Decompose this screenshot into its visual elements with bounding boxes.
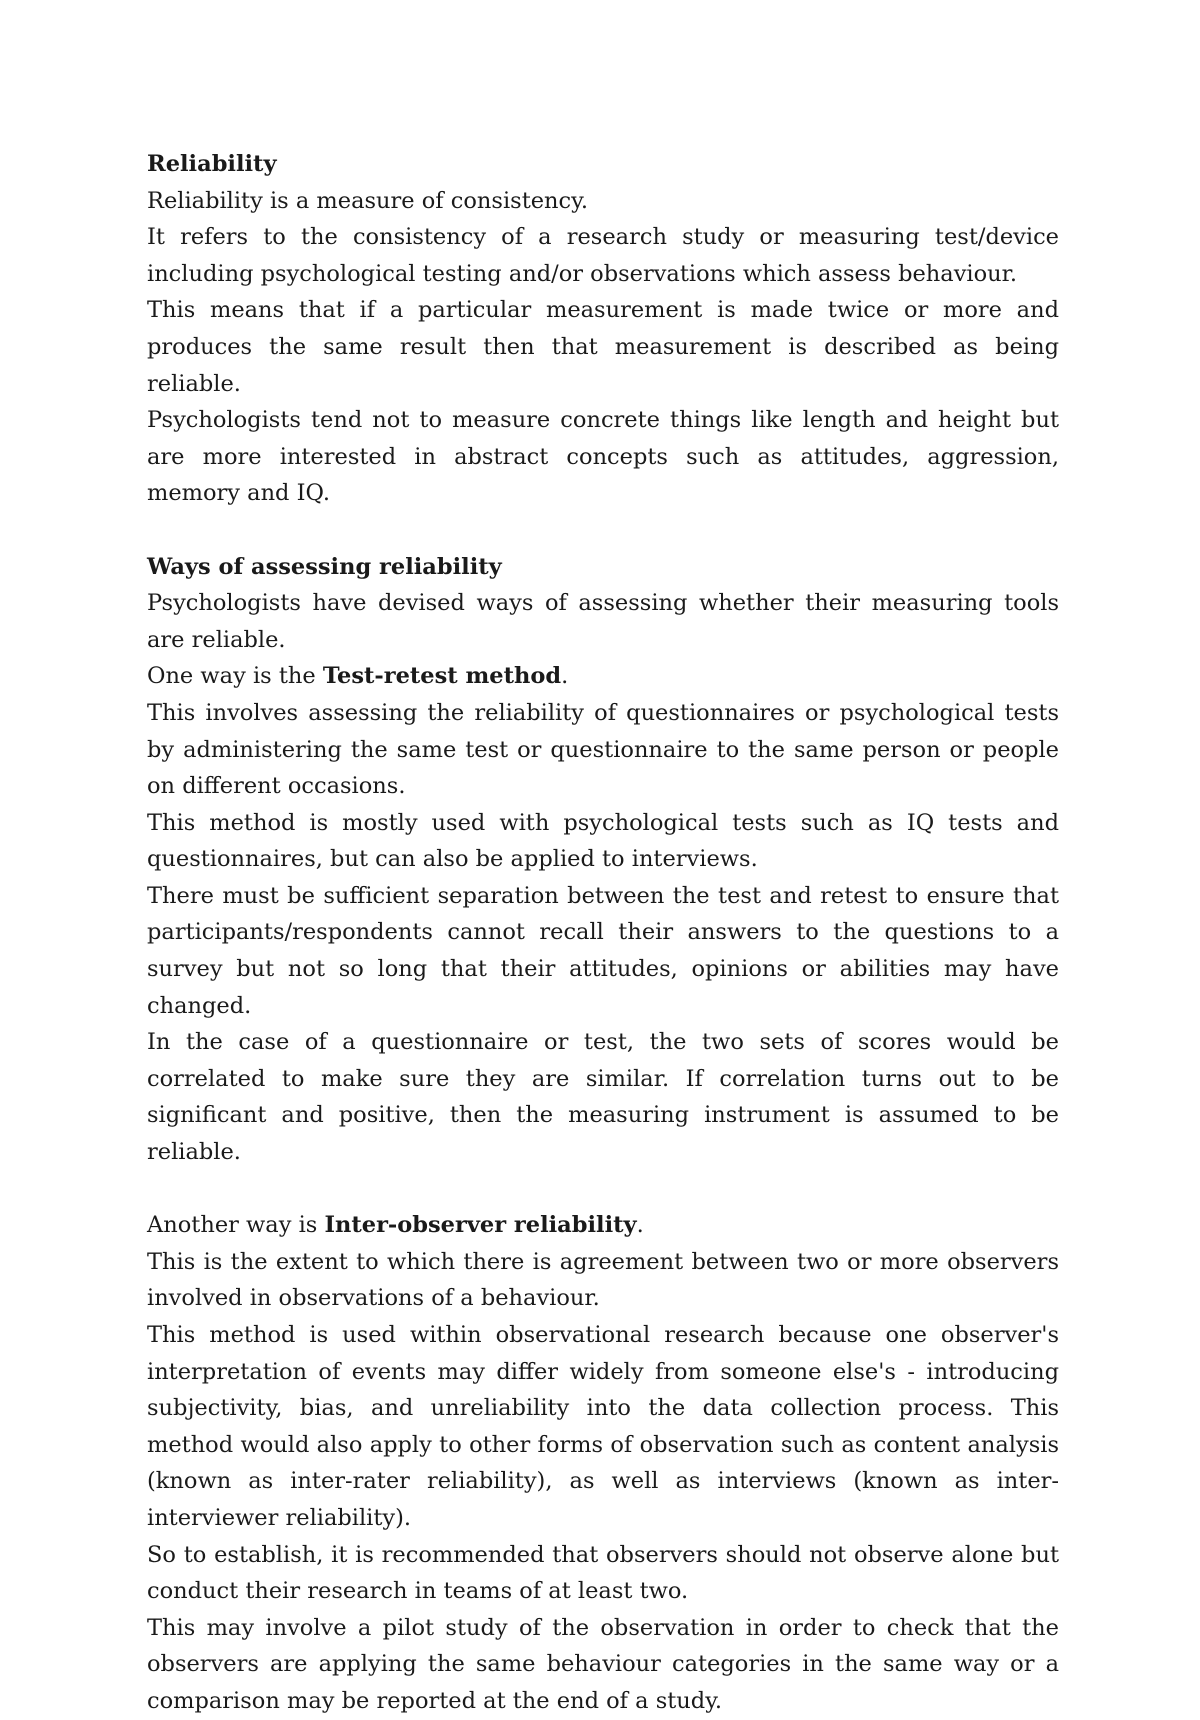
method-intro-inter-observer xyxy=(147,1207,1059,1244)
method-intro-prefix: One way is the xyxy=(147,663,323,690)
section-heading-ways-of-assessing: Ways of assessing reliability xyxy=(147,553,502,580)
section-heading-reliability: Reliability xyxy=(147,151,277,177)
paragraph: This involves assessing the reliability of questionnaires or psychological tests by administering the same test or questionnaire to the same person or people on different occasions. xyxy=(147,699,1059,800)
method-name-inter-observer: Inter-observer reliability xyxy=(324,1212,637,1239)
method-intro-suffix: . xyxy=(561,663,569,690)
paragraph: There must be sufficient separation between the test and retest to ensure that participants/respondents cannot recall their answers to the questions to a survey but not so long that their attitudes, opinions or abilities may have changed. xyxy=(147,882,1059,1019)
paragraph: This is the extent to which there is agreement between two or more observers involved in observations of a behaviour. xyxy=(147,1248,1059,1312)
method-intro-prefix: Another way is xyxy=(147,1212,325,1239)
paragraph: This means that if a particular measurement is made twice or more and produces the same result then that measurement is described as being reliable. xyxy=(147,297,1059,397)
paragraph: In the case of a questionnaire or test, the two sets of scores would be correlated to make sure they are similar. If correlation turns out to be significant and positive, then the measuring instrument is assumed to be reliable. xyxy=(147,1029,1059,1166)
blank-line xyxy=(147,512,1059,549)
blank-line xyxy=(147,1171,1059,1208)
paragraph: It refers to the consistency of a research study or measuring test/device including psychological testing and/or observations which assess behaviour. xyxy=(147,224,1059,287)
paragraph: Psychologists have devised ways of assessing whether their measuring tools are reliable. xyxy=(147,590,1059,653)
paragraph: This may involve a pilot study of the observation in order to check that the observers are applying the same behaviour categories in the same way or a comparison may be reported at the end of a study. xyxy=(147,1614,1059,1714)
paragraph: Reliability is a measure of consistency. xyxy=(147,187,589,214)
paragraph: So to establish, it is recommended that observers should not observe alone but conduct their research in teams of at least two. xyxy=(147,1541,1059,1605)
method-intro-test-retest xyxy=(147,658,1059,695)
paragraph: This method is mostly used with psychological tests such as IQ tests and questionnaires, but can also be applied to interviews. xyxy=(147,809,1059,873)
method-intro-suffix: . xyxy=(636,1212,644,1239)
document-body xyxy=(147,146,1059,1720)
paragraph: This method is used within observational research because one observer's interpretation of events may differ widely from someone else's - introducing subjectivity, bias, and unreliability into the data collection process. This method would also apply to other forms of observation such as content analysis (known as inter-rater reliability), as well as interviews (known as inter-interviewer reliability). xyxy=(147,1322,1059,1531)
paragraph: Psychologists tend not to measure concrete things like length and height but are more interested in abstract concepts such as attitudes, aggression, memory and IQ. xyxy=(147,407,1059,507)
method-name-test-retest: Test-retest method xyxy=(322,663,562,690)
